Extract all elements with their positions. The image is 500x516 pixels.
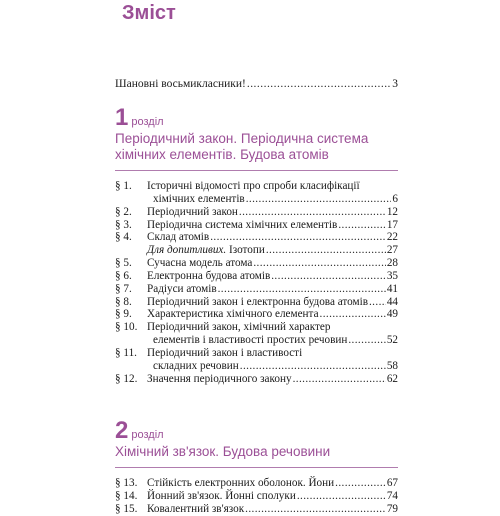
paragraph-number: § 14. <box>115 489 138 502</box>
toc-entry[interactable] <box>115 503 398 516</box>
paragraph-number: § 7. <box>115 282 132 295</box>
page-number: 17 <box>386 218 398 231</box>
chapter-number: 2 <box>115 417 129 444</box>
page-number: 74 <box>386 489 398 502</box>
toc-entry-label: Сучасна модель атома <box>147 257 253 270</box>
paragraph-number: § 9. <box>115 308 132 321</box>
toc-entry-row <box>147 244 398 257</box>
leader-dots <box>338 219 385 232</box>
toc-entry-row <box>147 219 398 232</box>
paragraph-number: § 12. <box>115 372 138 385</box>
toc-entry[interactable] <box>115 308 398 321</box>
chapter-divider <box>115 170 398 171</box>
page-number: 67 <box>386 477 398 489</box>
leader-dots <box>266 244 386 257</box>
paragraph-number: § 6. <box>115 269 132 282</box>
leader-dots <box>271 270 386 283</box>
toc-entry-label: Значення періодичного закону <box>147 372 292 385</box>
toc-entry-label: Ковалентний зв'язок <box>147 502 245 515</box>
toc-entry[interactable] <box>115 283 398 296</box>
chapter-title <box>115 131 405 163</box>
leader-dots <box>293 373 386 386</box>
intro-label: Шановні восьмикласники! <box>115 78 246 90</box>
page-number: 12 <box>386 205 398 218</box>
paragraph-number: § 8. <box>115 295 132 308</box>
leader-dots <box>369 296 386 309</box>
paragraph-number: § 3. <box>115 218 132 231</box>
toc-entry-label: Періодичний закон і електронна будова атомів <box>147 295 368 308</box>
toc-list <box>115 477 398 516</box>
toc-entry-row <box>147 373 398 386</box>
leader-dots <box>239 206 386 219</box>
page-number: 35 <box>386 269 398 282</box>
toc-entry[interactable] <box>115 244 398 257</box>
paragraph-number: § 4. <box>115 231 132 244</box>
toc-entry[interactable] <box>115 270 398 283</box>
chapter-divider <box>115 467 398 468</box>
leader-dots <box>297 490 386 503</box>
toc-entry-label: Періодична система хімічних елементів <box>147 218 338 231</box>
chapter-title-line: Періодичний закон. Періодична система <box>115 131 369 146</box>
leader-dots <box>218 283 386 296</box>
chapter-number: 1 <box>115 104 129 131</box>
toc-list <box>115 180 398 386</box>
toc-entry-row <box>147 270 398 283</box>
toc-entry-label: Стійкість електронних оболонок. Йони <box>147 477 335 489</box>
toc-entry-label: Електронна будова атомів <box>147 269 271 282</box>
leader-dots <box>246 193 392 206</box>
toc-entry[interactable] <box>115 296 398 309</box>
leader-dots <box>210 231 386 244</box>
leader-dots <box>335 477 386 490</box>
leader-dots <box>253 257 385 270</box>
toc-entry[interactable] <box>115 477 398 490</box>
toc-entry-row <box>147 283 398 296</box>
page-number: 28 <box>386 257 398 270</box>
paragraph-number: § 5. <box>115 257 132 270</box>
toc-entry[interactable] <box>115 347 398 373</box>
toc-entry-label: Склад атомів <box>147 231 210 244</box>
page-number: 62 <box>386 372 398 385</box>
toc-entry[interactable] <box>115 373 398 386</box>
chapter-word: розділ <box>131 429 164 441</box>
toc-entry-text: Періодичний закон і властивості <box>147 346 303 359</box>
chapter-2 <box>115 417 405 516</box>
toc-entry-label: Характеристика хімічного елемента <box>147 308 319 321</box>
paragraph-number: § 13. <box>115 477 138 489</box>
toc-entry-label: складних речовин <box>153 359 239 372</box>
chapter-heading <box>115 417 405 444</box>
chapter-heading <box>115 104 405 131</box>
page-number: 6 <box>392 192 398 205</box>
toc-entry[interactable] <box>115 180 398 206</box>
toc-entry-row <box>147 334 398 347</box>
chapter-title-line: хімічних елементів. Будова атомів <box>115 147 329 162</box>
toc-entry-label: Йонний зв'язок. Йонні сполуки <box>147 489 296 502</box>
page-number: 49 <box>386 308 398 321</box>
toc-entry-row <box>147 193 398 206</box>
toc-entry-row <box>147 490 398 503</box>
toc-entry-label: елементів і властивості простих речовин <box>153 334 348 347</box>
chapter-word: розділ <box>131 116 164 128</box>
page-title: Зміст <box>122 2 176 24</box>
toc-entry-text: Історичні відомості про спроби класифікації <box>147 180 360 192</box>
page-number: 52 <box>386 334 398 347</box>
toc-entry-label: Періодичний закон <box>147 205 238 218</box>
leader-dots <box>240 360 386 373</box>
leader-dots <box>348 334 385 347</box>
paragraph-number: § 1. <box>115 180 132 192</box>
chapter-1 <box>115 104 405 386</box>
toc-entry-label: Радіуси атомів <box>147 282 217 295</box>
toc-entry[interactable] <box>115 321 398 347</box>
page-number: 79 <box>386 502 398 515</box>
intro-entry[interactable] <box>115 78 398 90</box>
toc-entry-row <box>147 206 398 219</box>
leader-dots <box>320 308 386 321</box>
page-number: 27 <box>386 244 398 257</box>
toc-entry[interactable] <box>115 490 398 503</box>
toc-entry-row <box>147 503 398 516</box>
toc-entry-row <box>147 360 398 373</box>
toc-entry-row <box>147 477 398 490</box>
paragraph-number: § 11. <box>115 346 137 359</box>
toc-entry-italic: Для допитливих. <box>147 244 227 257</box>
paragraph-number: § 2. <box>115 205 132 218</box>
toc-entry-label: Для допитливих. Ізотопи <box>147 244 265 257</box>
chapter-title <box>115 444 405 460</box>
toc-entry[interactable] <box>115 231 398 244</box>
leader-dots <box>245 503 386 516</box>
paragraph-number: § 10. <box>115 321 138 334</box>
page-number: 44 <box>386 295 398 308</box>
toc-entry-row <box>147 231 398 244</box>
leader-dots <box>247 78 391 90</box>
page-number: 3 <box>392 78 398 90</box>
toc-entry-row <box>147 296 398 309</box>
chapter-title-line: Хімічний зв'язок. Будова речовини <box>115 444 331 459</box>
toc-entry-row <box>147 308 398 321</box>
toc-entry[interactable] <box>115 219 398 232</box>
page-number: 41 <box>386 282 398 295</box>
toc-entry[interactable] <box>115 206 398 219</box>
page-number: 58 <box>386 359 398 372</box>
page-number: 22 <box>386 231 398 244</box>
toc-entry[interactable] <box>115 257 398 270</box>
toc-entry-label: хімічних елементів <box>153 192 245 205</box>
toc-entry-text: Періодичний закон, хімічний характер <box>147 321 331 334</box>
paragraph-number: § 15. <box>115 502 138 515</box>
toc-entry-row <box>147 257 398 270</box>
